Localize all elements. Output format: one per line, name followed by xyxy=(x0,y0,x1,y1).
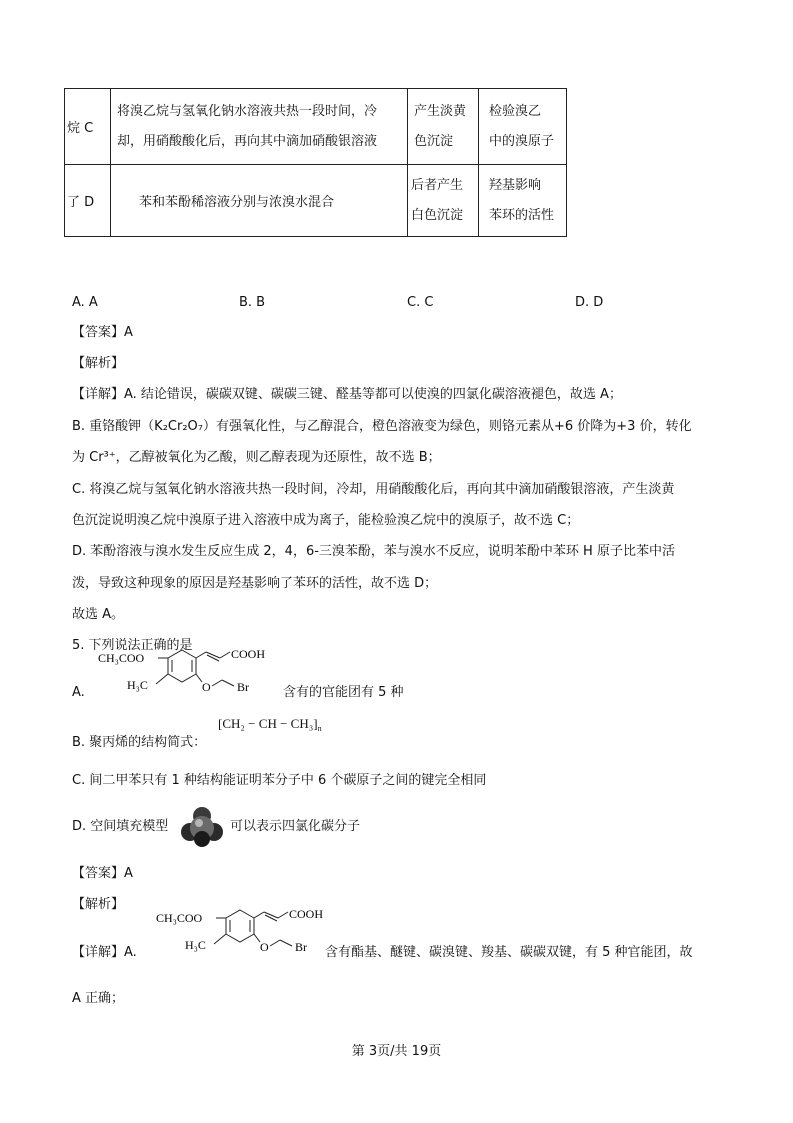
structure-label: COOH xyxy=(231,647,266,661)
molecule-structure xyxy=(150,906,340,956)
row-label: 烷 C xyxy=(67,121,94,136)
structure-label: H₃C xyxy=(185,938,206,952)
structure-label: H₃C xyxy=(127,678,148,692)
structure-label: CH₃COO xyxy=(98,651,145,665)
row-label: 了 D xyxy=(67,195,95,210)
detail-line: B. 重铬酸钾（K₂Cr₂O₇）有强氧化性，与乙醇混合，橙色溶液变为绿色，则铬元素从+6 价降为+3 价，转化 xyxy=(72,419,692,434)
detail-line: 故选 A。 xyxy=(72,607,125,622)
polymer-formula xyxy=(218,716,322,733)
structure-label: O xyxy=(202,680,211,694)
option-a-text: 含有的官能团有 5 种 xyxy=(283,685,404,700)
polymer-bracket-right: ] xyxy=(313,716,318,731)
detail-line: D. 苯酚溶液与溴水发生反应生成 2，4，6-三溴苯酚，苯与溴水不反应，说明苯酚中苯环 H 原子比苯中活 xyxy=(72,544,675,559)
operation-cell xyxy=(111,89,408,165)
option-d-prefix: D. 空间填充模型 xyxy=(72,819,169,834)
operation-line: 苯和苯酚稀溶液分别与浓溴水混合 xyxy=(139,195,335,210)
option-d: D. D xyxy=(575,295,604,310)
detail-line: 【详解】A. 结论错误，碳碳双键、碳碳三键、醛基等都可以使溴的四氯化碳溶液褪色，故选 A； xyxy=(72,387,622,402)
question-stem: 5. 下列说法正确的是 xyxy=(72,638,193,653)
phenomenon-cell xyxy=(408,165,479,237)
phenomenon-cell xyxy=(408,89,479,165)
conclusion-line: 中的溴原子 xyxy=(489,133,555,149)
operation-cell xyxy=(111,165,408,237)
analysis-label: 【解析】 xyxy=(72,897,125,912)
structure-label: CH₃COO xyxy=(156,911,203,925)
option-b: B. B xyxy=(239,295,266,310)
detail-text: 含有酯基、醚键、碳溴键、羧基、碳碳双键，有 5 种官能团，故 xyxy=(325,945,693,960)
option-c-text: C. 间二甲苯只有 1 种结构能证明苯分子中 6 个碳原子之间的键完全相同 xyxy=(72,773,487,788)
option-b-text: B. 聚丙烯的结构简式： xyxy=(72,735,207,750)
operation-line: 却，用硝酸酸化后，再向其中滴加硝酸银溶液 xyxy=(117,133,378,149)
structure-label: Br xyxy=(237,680,249,694)
conclusion-cell xyxy=(479,165,567,237)
detail-line: 泼，导致这种现象的原因是羟基影响了苯环的活性，故不选 D； xyxy=(72,576,438,591)
detail-line: C. 将溴乙烷与氢氧化钠水溶液共热一段时间，冷却，用硝酸酸化后，再向其中滴加硝酸银溶液，产生淡黄 xyxy=(72,482,675,497)
polymer-bracket-left: [ xyxy=(218,716,223,731)
option-d-text: 可以表示四氯化碳分子 xyxy=(230,819,361,834)
table-row xyxy=(65,89,567,165)
question-table xyxy=(64,88,567,237)
detail-line: 色沉淀说明溴乙烷中溴原子进入溶液中成为离子，能检验溴乙烷中的溴原子，故不选 C； xyxy=(72,513,580,528)
answer-label: 【答案】A xyxy=(72,325,133,340)
option-a: A. A xyxy=(72,295,98,310)
conclusion-cell xyxy=(479,89,567,165)
structure-label: Br xyxy=(295,940,307,954)
row-label-cell xyxy=(65,165,111,237)
row-label-cell xyxy=(65,89,111,165)
molecule-structure xyxy=(92,646,282,696)
structure-label: COOH xyxy=(289,907,324,921)
option-a-prefix: A. xyxy=(72,685,85,700)
detail-line: 为 Cr³⁺，乙醇被氧化为乙酸，则乙醇表现为还原性，故不选 B； xyxy=(72,450,441,465)
conclusion-line: 苯环的活性 xyxy=(489,207,555,223)
structure-label: O xyxy=(260,940,269,954)
polymer-subscript: n xyxy=(317,724,322,733)
phenomenon-line: 白色沉淀 xyxy=(411,207,464,223)
phenomenon-line: 产生淡黄 xyxy=(414,103,467,119)
page-footer: 第 3页/共 19页 xyxy=(351,1044,442,1059)
conclusion-line: 羟基影响 xyxy=(489,177,542,193)
polymer-text: CH₂ − CH − CH₃ xyxy=(222,716,314,731)
phenomenon-line: 色沉淀 xyxy=(414,133,454,149)
analysis-label: 【解析】 xyxy=(72,356,125,371)
detail-end: A 正确； xyxy=(72,991,125,1006)
space-filling-model-icon xyxy=(180,804,224,848)
answer-label: 【答案】A xyxy=(72,866,133,881)
conclusion-line: 检验溴乙 xyxy=(489,103,542,119)
option-c: C. C xyxy=(407,295,434,310)
detail-prefix: 【详解】A. xyxy=(72,945,137,960)
phenomenon-line: 后者产生 xyxy=(411,177,464,193)
table-row xyxy=(65,165,567,237)
operation-line: 将溴乙烷与氢氧化钠水溶液共热一段时间，冷 xyxy=(117,103,378,119)
